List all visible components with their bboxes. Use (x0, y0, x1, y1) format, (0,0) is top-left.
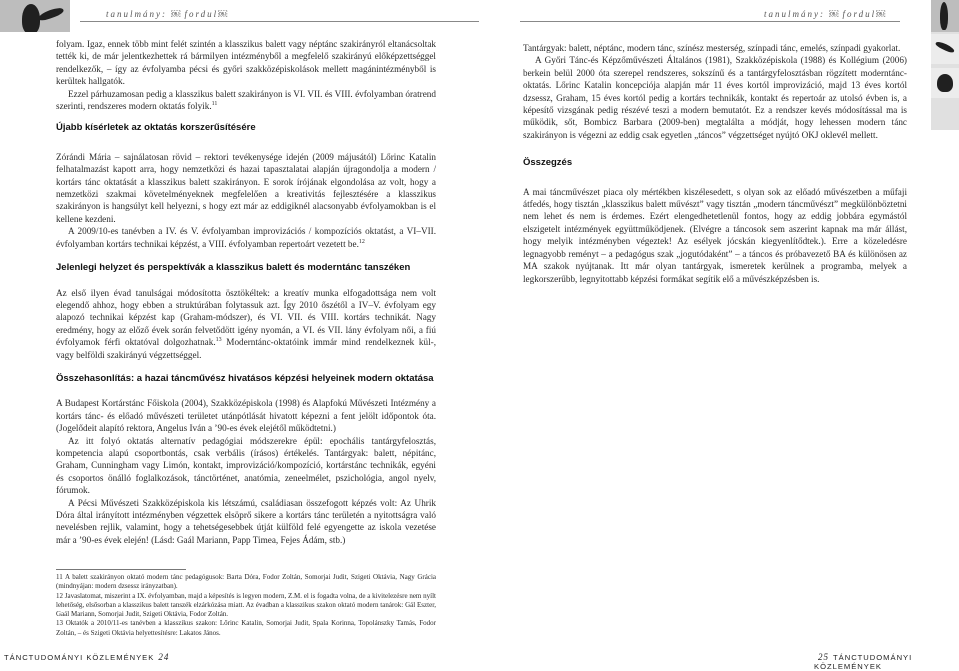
intro-paragraph-1: Tantárgyak: balett, néptánc, modern tánc, színész mesterség, színpadi tánc, emelés, színpadi gyakorlat. (523, 43, 901, 53)
running-header-left: tanulmány: ￼ fordul￼ (106, 9, 228, 19)
running-header-right: tanulmány: ￼ fordul￼ (764, 9, 886, 19)
heading-new-experiments: Újabb kísérletek az oktatás korszerűsítésére (56, 122, 256, 134)
journal-title: TÁNCTUDOMÁNYI KÖZLEMÉNYEK (4, 653, 155, 662)
intro-paragraph-2: A Győri Tánc-és Képzőművészeti Általános (1981), Szakközépiskola (1988) és Kollégium (2006) berkein belül 2000 óta szerepel rendszeres, sokszínű és a tantárgyfelosztásban rögzített moderntánc-oktatás. Lőrinc Katalin koncepciója alapján már 11 éves kortól improvizáció, majd 13 éves kortól dzsessz, Graham, 15 éves kortól pedig a kortárs technikák, kontakt és repertoár az utolsó évben is, a képesítő vizsgának pedig részévé teszi a modern bemutatót. Ez a rendszer kevés módosítással ma is működik, sőt, Bombicz Barbara (2009-ben) megtalálta a módját, hogy lehessen modern tánc szakirányon is végezni az eddig csak egyetlen „táncos” végzettséget nyújtó OKJ oklevél mellett. (523, 55, 907, 140)
section1-paragraph-2: A 2009/10-es tanévben a IV. és V. évfolyamban improvizációs / kompozíciós oktatást, a VI–VII. évfolyamban kortárs technikai képzést, a VIII. évfolyamban repertoárt vezetett be.$^{12}$ (56, 226, 436, 249)
footer-left (4, 652, 173, 662)
heading-comparison: Összehasonlítás: a hazai táncművész hivatásos képzési helyeinek modern oktatása (56, 372, 434, 384)
footnote-13: 13 Oktatók a 2010/11-es tanévben a klasszikus szakon: Lőrinc Katalin, Somorjai Judit, Spala Korinna, Topolánszky Tamás, Fodor Zoltán, – és Szigeti Oktávia helyettesítésre: Lakatos János. (56, 619, 436, 637)
footer-right (814, 652, 959, 671)
right-column (523, 42, 907, 285)
heading-current-situation: Jelenlegi helyzet és perspektívák a klasszikus balett és moderntánc tanszéken (56, 262, 411, 274)
page-number: 25 (818, 652, 829, 662)
journal-title: TÁNCTUDOMÁNYI KÖZLEMÉNYEK (814, 653, 913, 671)
footnote-11: 11 A balett szakirányon oktató modern tánc pedagógusok: Barta Dóra, Fodor Zoltán, Somorjai Judit, Szigeti Oktávia, Nagy Grácia (mindnyájan: modern dzsessz irányzatban). (56, 573, 436, 591)
section3-paragraph-2: Az itt folyó oktatás alternatív pedagógiai módszerekre épül: epochális tantárgyfelosztás, kompetencia alapú csoportbontás, csak verbális (írásos) értékelés. Tantárgyak: balett, népitánc, Graham, Cunningham vagy Limón, kontakt, improvizáció/kompozíció, kortárstánc technikák, egyéni és csoportos önálló foglalkozások, tánctörténet, anatómia, zeneelmélet, pszichológia, angol nyelv, fórumok. (56, 435, 436, 496)
section2-paragraph: Az első ilyen évad tanulságai módosította ösztökéltek: a kreatív munka elfogadottsága nem volt elegendő ahhoz, hogy ebben a struktúrában folytassuk azt. Így 2010 őszétől a IV–V. évfolyam egy alapozó technikai képzést kap (Graham-módszer), és VI. VII. és VIII. kortárs technikát. Nagy eredmény, hogy az előző évek során felvetődött igény nyomán, a VI. és VII. lány évfolyam női, a fiú évfolyamok férfi oktatóval dolgozhatnak.$^{13}$ Moderntánc-oktatóink immár mind rendelkeznek kül-, vagy belföldi szakirányú végzettséggel. (56, 287, 436, 360)
left-column (56, 38, 436, 546)
page-number: 24 (158, 652, 170, 662)
left-page (0, 0, 479, 665)
dancer-photo (931, 68, 959, 98)
section3-paragraph-3: A Pécsi Művészeti Szakközépiskola kis létszámú, családiasan összefogott képzés volt: Az Uhrik Dóra által irányított intézményben végzettek elsöprő sikere a kortárs tánc területén a nyitottságra való nevelésben rejlik, valamint, hogy a tehetségesebbek útját külföld felé egyengette az iskola vezetése már a ’90-es évek elején! (Lásd: Gaál Mariann, Papp Timea, Fejes Ádám, stb.) (56, 497, 436, 545)
intro-paragraph-1: folyam. Igaz, ennek több mint felét szintén a klasszikus balett vagy néptánc szakirányról eltanácsoltak tették ki, de már jelentkezhettek rá bármilyen intézményből a megfelelő szakirányú előképzettséggel rendelkezők, – így az évfolyamba pécsi és győri szakközépiskolások mellett magánintézményből is kerültek hallgatók. (56, 39, 436, 87)
heading-summary: Összegzés (523, 157, 573, 169)
section1-paragraph-1: Zórándi Mária – sajnálatosan rövid – rektori tevékenysége idején (2009 májusától) Lőrinc Katalin felhatalmazást kapott arra, hogy nemzetközi és hazai tapasztalatai alapján újragondolja a modern / kortárs tánc oktatását a klasszikus balett szakirányon. E sorok írójának elgondolása az volt, hogy a nemzetközi szakmai követelményeknek megfelelően a kreativitás fejlesztésére a klasszikus szakirányon is hangsúlyt kell helyezni, s hogy ezt már az eddigiknél alacsonyabb évfolyamokban is el kellene kezdeni. (56, 151, 436, 224)
right-page (480, 0, 959, 671)
footnotes (56, 573, 436, 638)
header-rule (80, 21, 479, 22)
sidebar-dancer-photos (931, 0, 959, 130)
dancer-photo (931, 34, 959, 64)
intro-paragraph-2: Ezzel párhuzamosan pedig a klasszikus balett szakirányon is VI. VII. és VIII. évfolyamban óratrend szerinti, rendszeres modern oktatás folyik.$^{11}$ (56, 88, 436, 112)
header-rule (520, 21, 900, 22)
header-dancer-photo (0, 0, 70, 32)
footnote-12: 12 Javaslatomat, miszerint a IX. évfolyamban, majd a képesítés is legyen modern, Z.M. el is fogadta volna, de a kivitelezésre nem nyílt lehetőség, elsősorban a klasszikus balett tanszék elzárkózása miatt. Az évadban a klasszikus szakon oktató modern tanárok: Gál Eszter, Gaál Mariann, Somorjai Judit, Szigeti Oktávia, Fodor Zoltán. (56, 591, 436, 619)
footnote-rule (56, 569, 186, 570)
dancer-photo (931, 0, 959, 32)
section3-paragraph-1: A Budapest Kortárstánc Főiskola (2004), Szakközépiskola (1998) és Alapfokú Művészeti Intézmény a kortárs tánc- és előadó művészeti területet utánpótlását hivatott képezni a fent jelölt időpontok óta. (Jogelődeit alapító rektora, Angelus Iván a ’90-es évek elejétől működtetni.) (56, 398, 436, 434)
summary-paragraph: A mai táncművészet piaca oly mértékben kiszélesedett, s olyan sok az előadó művészetben a műfaji átfedés, hogy tisztán „klasszikus balett művészt” vagy tisztán „modern táncművészt” megkülönböztetni nem lehet és nem is érdemes. Ezért elengedhetetlenül fontos, hogy az eddig jobbára egymástól elszigetelt intézmények együttműködjenek. (Elvégre a táncosok sem aszerint kapnak ma már állást, hogy melyik intézményben végeztek! Az esélyek jócskán kiegyenlítődtek.). Erre a közeledésre legnagyobb reményt – a pedagógus szak „jogutódaként” – a táncos és próbavezető BA és különösen az MA szakok nyújtanak. Itt már olyan tantárgyak, ismeretek kerülnek a programba, melyek a legkorszerűbb, legnyitottabb képzési formákat segítik elő a művészképzésben is. (523, 186, 907, 284)
